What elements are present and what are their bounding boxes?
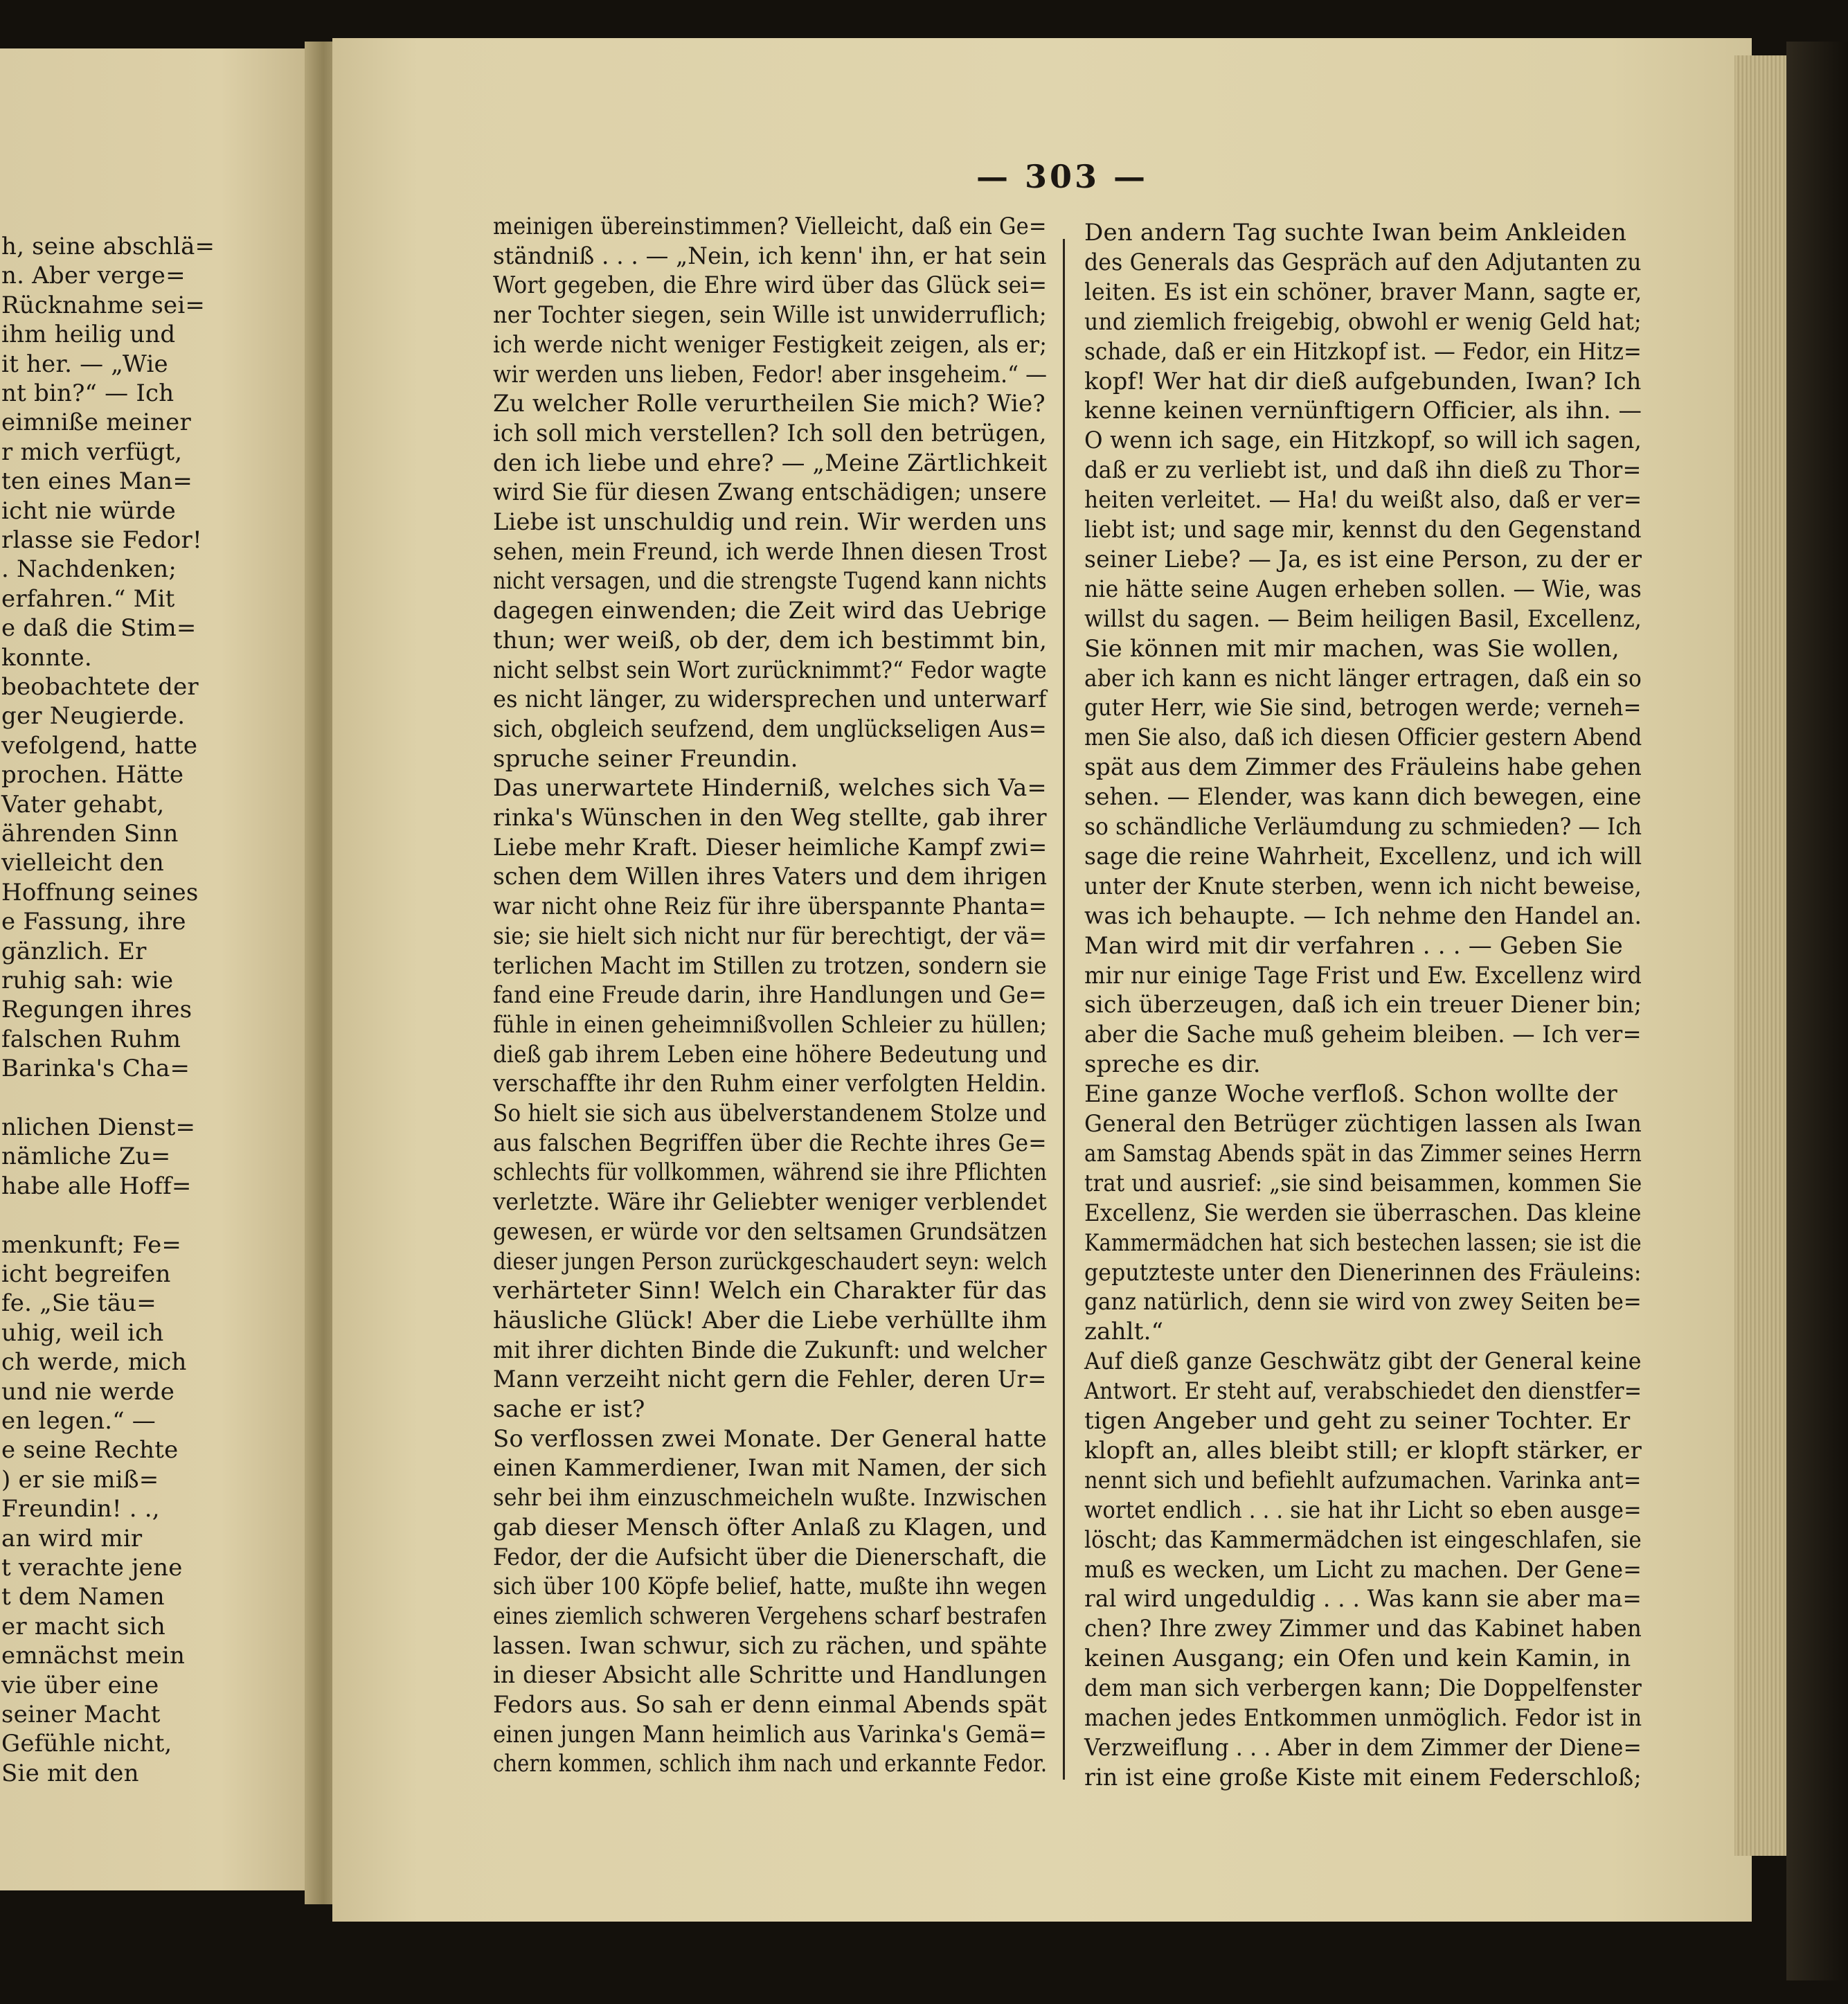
text-line: ten eines Man= bbox=[1, 467, 193, 496]
text-line: Fedors aus. So sah er denn einmal Abends spät bbox=[493, 1691, 1048, 1719]
text-line: seiner Macht bbox=[1, 1701, 161, 1728]
text-line: klopft an, alles bleibt still; er klopft stärker, er bbox=[1084, 1436, 1642, 1465]
text-line: r mich verfügt, bbox=[1, 438, 183, 466]
text-line: leiten. Es ist ein schöner, braver Mann, sagte er, bbox=[1084, 278, 1642, 306]
text-line: willst du sagen. — Beim heiligen Basil, Excellenz, bbox=[1084, 605, 1642, 633]
text-line: Antwort. Er steht auf, verabschiedet den dienstfer= bbox=[1084, 1377, 1642, 1406]
text-line: des Generals das Gespräch auf den Adjutanten zu bbox=[1084, 248, 1642, 276]
text-line: Rücknahme sei= bbox=[1, 291, 206, 319]
text-line: sehen, mein Freund, ich werde Ihnen diesen Trost bbox=[493, 537, 1048, 566]
text-line: tigen Angeber und geht zu seiner Tochter. Er bbox=[1084, 1407, 1631, 1435]
text-line: meinigen übereinstimmen? Vielleicht, daß ein Ge= bbox=[493, 213, 1047, 240]
text-line: in dieser Absicht alle Schritte und Handlungen bbox=[493, 1661, 1048, 1690]
text-line: e seine Rechte bbox=[1, 1436, 179, 1465]
text-line: spruche seiner Freundin. bbox=[493, 744, 798, 773]
text-line: ) er sie miß= bbox=[1, 1465, 159, 1494]
text-line: zahlt.“ bbox=[1084, 1318, 1164, 1346]
text-line: ruhig sah: wie bbox=[1, 967, 174, 994]
text-line: sehen. — Elender, was kann dich bewegen, eine bbox=[1084, 783, 1642, 812]
text-line: verletzte. Wäre ihr Geliebter weniger verblendet bbox=[493, 1188, 1047, 1217]
text-line: So verflossen zwei Monate. Der General hatte bbox=[493, 1424, 1047, 1453]
text-line: lassen. Iwan schwur, sich zu rächen, und spähte bbox=[493, 1631, 1048, 1660]
text-line: häusliche Glück! Aber die Liebe verhüllte ihm bbox=[493, 1306, 1048, 1334]
text-line: unter der Knute sterben, wenn ich nicht beweise, bbox=[1084, 872, 1642, 900]
text-line: wir werden uns lieben, Fedor! aber insgeheim.“ — bbox=[493, 360, 1048, 388]
text-line: h, seine abschlä= bbox=[1, 233, 215, 260]
text-line: Zu welcher Rolle verurtheilen Sie mich? Wie? bbox=[493, 390, 1046, 418]
text-line: emnächst mein bbox=[1, 1642, 186, 1670]
text-line: heiten verleitet. — Ha! du weißt also, daß er ver= bbox=[1084, 486, 1642, 515]
text-line: Kammermädchen hat sich bestechen lassen; sie ist die bbox=[1084, 1228, 1642, 1257]
text-line: Freundin! . ., bbox=[1, 1495, 160, 1523]
text-line: machen jedes Entkommen unmöglich. Fedor ist in bbox=[1084, 1704, 1642, 1732]
text-line: spreche es dir. bbox=[1084, 1050, 1261, 1079]
column-divider bbox=[1063, 239, 1065, 1780]
text-line: guter Herr, wie Sie sind, betrogen werde; verneh= bbox=[1084, 694, 1642, 722]
text-line: en legen.“ — bbox=[1, 1407, 156, 1435]
text-line: schade, daß er ein Hitzkopf ist. — Fedor, ein Hitz= bbox=[1084, 337, 1642, 366]
text-line: So hielt sie sich aus übelverstandenem Stolze und bbox=[493, 1100, 1047, 1127]
text-line: keinen Ausgang; ein Ofen und kein Kamin, in bbox=[1084, 1645, 1631, 1673]
text-line: ral wird ungeduldig . . . Was kann sie aber ma= bbox=[1084, 1585, 1642, 1613]
text-line: sie; sie hielt sich nicht nur für berechtigt, der vä= bbox=[493, 922, 1048, 950]
text-line: wird Sie für diesen Zwang entschädigen; unsere bbox=[493, 478, 1047, 507]
text-line: rin ist eine große Kiste mit einem Federschloß; bbox=[1084, 1763, 1642, 1791]
text-line: ch werde, mich bbox=[1, 1348, 187, 1377]
text-line: ährenden Sinn bbox=[1, 820, 179, 848]
text-line: O wenn ich sage, ein Hitzkopf, so will ich sagen, bbox=[1084, 427, 1642, 455]
text-line: . Nachdenken; bbox=[1, 555, 177, 584]
text-line: eimniße meiner bbox=[1, 409, 191, 437]
text-line: den ich liebe und ehre? — „Meine Zärtlichkeit bbox=[493, 449, 1048, 477]
text-line: verschaffte ihr den Ruhm einer verfolgten Heldin. bbox=[493, 1070, 1047, 1098]
text-line: Hoffnung seines bbox=[1, 878, 199, 906]
text-line: habe alle Hoff= bbox=[1, 1172, 192, 1200]
text-line: General den Betrüger züchtigen lassen als Iwan bbox=[1084, 1110, 1642, 1138]
text-line: dagegen einwenden; die Zeit wird das Uebrige bbox=[493, 597, 1047, 625]
text-line: uhig, weil ich bbox=[1, 1318, 164, 1347]
text-line: so schändliche Verläumdung zu schmieden? — Ich bbox=[1084, 813, 1642, 841]
text-line: dieser jungen Person zurückgeschaudert seyn: welch bbox=[493, 1247, 1048, 1276]
text-line: nt bin?“ — Ich bbox=[1, 379, 174, 407]
text-line: Wort gegeben, die Ehre wird über das Glück sei= bbox=[493, 271, 1048, 300]
text-line: Eine ganze Woche verfloß. Schon wollte der bbox=[1084, 1080, 1617, 1109]
text-line: seiner Liebe? — Ja, es ist eine Person, zu der er bbox=[1084, 545, 1642, 573]
text-line: an wird mir bbox=[1, 1524, 143, 1553]
text-line: gab dieser Mensch öfter Anlaß zu Klagen, und bbox=[493, 1513, 1047, 1541]
text-line: einen jungen Mann heimlich aus Varinka's Gemä= bbox=[493, 1720, 1048, 1748]
text-line: fe. „Sie täu= bbox=[1, 1289, 156, 1318]
text-line: sehr bei ihm einzuschmeicheln wußte. Inzwischen bbox=[493, 1484, 1048, 1512]
text-line: ich werde nicht weniger Festigkeit zeigen, als er; bbox=[493, 330, 1048, 359]
text-line: chen? Ihre zwey Zimmer und das Kabinet haben bbox=[1084, 1615, 1642, 1643]
text-line: vielleicht den bbox=[1, 849, 164, 877]
text-line: es nicht länger, zu widersprechen und unterwarf bbox=[493, 686, 1047, 714]
text-line: t verachte jene bbox=[1, 1554, 183, 1582]
text-line: Vater gehabt, bbox=[1, 790, 165, 818]
text-line: gänzlich. Er bbox=[1, 937, 147, 965]
text-line: Man wird mit dir verfahren . . . — Geben Sie bbox=[1084, 931, 1623, 960]
text-line: Regungen ihres bbox=[1, 996, 192, 1024]
text-line: it her. — „Wie bbox=[1, 350, 168, 378]
page-number: — 303 — bbox=[976, 158, 1149, 195]
text-line: schen dem Willen ihres Vaters und dem ihrigen bbox=[493, 863, 1048, 891]
text-line: ger Neugierde. bbox=[1, 702, 186, 731]
text-line: sich überzeugen, daß ich ein treuer Diener bin; bbox=[1084, 991, 1642, 1019]
text-line: spät aus dem Zimmer des Fräuleins habe gehen bbox=[1084, 753, 1642, 782]
text-line: sich, obgleich seufzend, dem unglückseligen Aus= bbox=[493, 715, 1047, 743]
text-line: Sie mit den bbox=[1, 1759, 139, 1787]
text-line: aber die Sache muß geheim bleiben. — Ich ver= bbox=[1084, 1021, 1642, 1049]
text-line: Das unerwartete Hinderniß, welches sich Va= bbox=[493, 774, 1047, 803]
page-edges bbox=[1734, 55, 1790, 1856]
text-line: mir nur einige Tage Frist und Ew. Excellenz wird bbox=[1084, 961, 1642, 990]
text-line: erfahren.“ Mit bbox=[1, 584, 175, 613]
text-line: falschen Ruhm bbox=[1, 1025, 181, 1053]
text-line: aus falschen Begriffen über die Rechte ihres Ge= bbox=[493, 1129, 1047, 1157]
text-line: wortet endlich . . . sie hat ihr Licht so eben ausge= bbox=[1084, 1496, 1642, 1524]
text-line: Liebe mehr Kraft. Dieser heimliche Kampf zwi= bbox=[493, 833, 1048, 861]
text-line: geputzteste unter den Dienerinnen des Fräuleins: bbox=[1084, 1258, 1642, 1287]
text-line: ich soll mich verstellen? Ich soll den betrügen, bbox=[493, 419, 1047, 447]
text-line: dem man sich verbergen kann; Die Doppelfenster bbox=[1084, 1674, 1642, 1703]
text-line: terlichen Macht im Stillen zu trotzen, sondern sie bbox=[493, 951, 1047, 980]
text-line: thun; wer weiß, ob der, dem ich bestimmt bin, bbox=[493, 626, 1048, 654]
text-line: nie hätte seine Augen erheben sollen. — Wie, was bbox=[1084, 575, 1642, 603]
text-line: ihm heilig und bbox=[1, 321, 176, 349]
text-line: nicht selbst sein Wort zurücknimmt?“ Fedor wagte bbox=[493, 656, 1047, 684]
text-line: mit ihrer dichten Binde die Zukunft: und welcher bbox=[493, 1336, 1047, 1364]
text-line: gewesen, er würde vor den seltsamen Grundsätzen bbox=[493, 1217, 1048, 1246]
text-line: Liebe ist unschuldig und rein. Wir werden uns bbox=[493, 508, 1047, 536]
text-line: Mann verzeiht nicht gern die Fehler, deren Ur= bbox=[493, 1366, 1047, 1394]
text-line: sich über 100 Köpfe belief, hatte, mußte ihn wegen bbox=[493, 1573, 1047, 1601]
text-line: liebt ist; und sage mir, kennst du den Gegenstand bbox=[1084, 516, 1642, 544]
text-line: nicht versagen, und die strengste Tugend kann nichts bbox=[493, 567, 1047, 596]
text-line: war nicht ohne Reiz für ihre überspannte Phanta= bbox=[493, 893, 1047, 921]
text-line: muß es wecken, um Licht zu machen. Der Gene= bbox=[1084, 1555, 1642, 1584]
text-line: e Fassung, ihre bbox=[1, 908, 186, 936]
text-line: sache er ist? bbox=[493, 1395, 645, 1423]
text-line: am Samstag Abends spät in das Zimmer seines Herrn bbox=[1084, 1139, 1642, 1167]
text-line: fand eine Freude darin, ihre Handlungen und Ge= bbox=[493, 981, 1047, 1010]
text-line: beobachtete der bbox=[1, 673, 199, 701]
text-line: nlichen Dienst= bbox=[1, 1113, 196, 1141]
text-line: prochen. Hätte bbox=[1, 761, 184, 789]
text-line: icht begreifen bbox=[1, 1260, 171, 1288]
text-line: kopf! Wer hat dir dieß aufgebunden, Iwan? Ich bbox=[1084, 367, 1642, 395]
text-line: nämliche Zu= bbox=[1, 1143, 171, 1171]
text-line: Verzweiflung . . . Aber in dem Zimmer der Diene= bbox=[1084, 1733, 1642, 1762]
text-line: vefolgend, hatte bbox=[1, 731, 198, 760]
text-line: vie über eine bbox=[1, 1671, 159, 1699]
text-line: icht nie würde bbox=[1, 496, 176, 525]
text-line: Barinka's Cha= bbox=[1, 1055, 190, 1083]
text-line: Fedor, der die Aufsicht über die Dienerschaft, die bbox=[493, 1543, 1047, 1571]
text-line: eines ziemlich schweren Vergehens scharf bestrafen bbox=[493, 1602, 1047, 1630]
text-line: konnte. bbox=[1, 643, 92, 672]
text-line: ner Tochter siegen, sein Wille ist unwiderruflich; bbox=[493, 301, 1047, 330]
text-line: kenne keinen vernünftigern Officier, als ihn. — bbox=[1084, 397, 1642, 425]
text-line: Auf dieß ganze Geschwätz gibt der General keine bbox=[1084, 1348, 1642, 1376]
text-line: rinka's Wünschen in den Weg stellte, gab ihrer bbox=[493, 804, 1047, 832]
text-line: dieß gab ihrem Leben eine höhere Bedeutung und bbox=[493, 1040, 1048, 1068]
text-line: ständniß . . . — „Nein, ich kenn' ihn, er hat sein bbox=[493, 242, 1047, 270]
text-line: aber ich kann es nicht länger ertragen, daß ein so bbox=[1084, 664, 1642, 692]
text-line: er macht sich bbox=[1, 1612, 165, 1640]
background-shadow bbox=[1786, 42, 1848, 1980]
text-line: verhärteter Sinn! Welch ein Charakter für das bbox=[493, 1277, 1047, 1305]
text-line: Gefühle nicht, bbox=[1, 1730, 172, 1758]
text-line: daß er zu verliebt ist, und daß ihn dieß zu Thor= bbox=[1084, 456, 1642, 485]
text-line: menkunft; Fe= bbox=[1, 1231, 182, 1259]
text-line: Den andern Tag suchte Iwan beim Ankleiden bbox=[1084, 219, 1627, 247]
text-line: e daß die Stim= bbox=[1, 614, 197, 643]
text-line: Sie können mit mir machen, was Sie wollen, bbox=[1084, 634, 1620, 663]
text-line: schlechts für vollkommen, während sie ihre Pflichten bbox=[493, 1158, 1047, 1187]
text-line: und ziemlich freigebig, obwohl er wenig Geld hat; bbox=[1084, 307, 1642, 336]
text-line: men Sie also, daß ich diesen Officier gestern Abend bbox=[1084, 724, 1642, 752]
text-line: löscht; das Kammermädchen ist eingeschlafen, sie bbox=[1084, 1526, 1642, 1554]
text-line: rlasse sie Fedor! bbox=[1, 526, 202, 554]
text-line: chern kommen, schlich ihm nach und erkannte Fedor. bbox=[493, 1750, 1048, 1778]
text-line: trat und ausrief: „sie sind beisammen, kommen Sie bbox=[1084, 1169, 1642, 1197]
text-line: t dem Namen bbox=[1, 1583, 165, 1611]
text-line: fühle in einen geheimnißvollen Schleier zu hüllen; bbox=[493, 1010, 1048, 1039]
text-line: sage die reine Wahrheit, Excellenz, und ich will bbox=[1084, 842, 1642, 870]
text-line: nennt sich und befiehlt aufzumachen. Varinka ant= bbox=[1084, 1466, 1642, 1494]
text-line: was ich behaupte. — Ich nehme den Handel an. bbox=[1084, 902, 1642, 930]
text-line: und nie werde bbox=[1, 1377, 175, 1406]
text-line: n. Aber verge= bbox=[1, 262, 186, 290]
text-line: Excellenz, Sie werden sie überraschen. Das kleine bbox=[1084, 1199, 1642, 1227]
text-line: einen Kammerdiener, Iwan mit Namen, der sich bbox=[493, 1454, 1048, 1483]
text-line: ganz natürlich, denn sie wird von zwey Seiten be= bbox=[1084, 1288, 1642, 1316]
